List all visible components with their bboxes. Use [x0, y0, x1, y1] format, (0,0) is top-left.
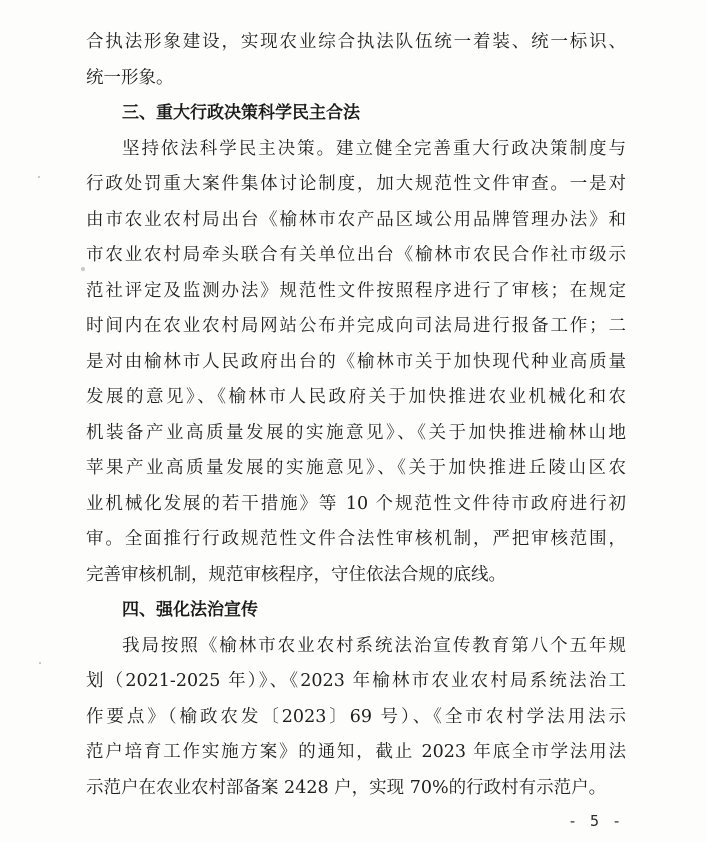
paragraph-line: 业机械化发展的若干措施》等 10 个规范性文件待市政府进行初: [86, 493, 626, 514]
paragraph-line: 审。全面推行行政规范性文件合法性审核机制，严把审核范围，: [86, 529, 626, 549]
paragraph-line: 行政处罚重大案件集体讨论制度，加大规范性文件审查。一是对: [86, 174, 626, 194]
paragraph-first-line: 坚持依法科学民主决策。建立健全完善重大行政决策制度与: [122, 138, 626, 159]
paragraph-line: 发展的意见》、《榆林市人民政府关于加快推进农业机械化和农: [86, 387, 626, 407]
paragraph-line: 由市农业农村局出台《榆林市农产品区域公用品牌管理办法》和: [86, 209, 626, 230]
scan-speck: [39, 662, 41, 664]
paragraph-line: 是对由榆林市人民政府出台的《榆林市关于加快现代种业高质量: [86, 351, 626, 372]
paragraph-line: 范社评定及监测办法》规范性文件按照程序进行了审核；在规定: [86, 280, 626, 301]
paragraph-line: 合执法形象建设，实现农业综合执法队伍统一着装、统一标识、: [86, 32, 626, 52]
paragraph-line: 作要点》（榆政农发〔2023〕69 号）、《全市农村学法用法示: [86, 706, 626, 727]
paragraph-line: 完善审核机制，规范审核程序，守住依法合规的底线。: [86, 564, 506, 585]
paragraph-line: 苹果产业高质量发展的实施意见》、《关于加快推进丘陵山区农: [86, 458, 626, 478]
paragraph-line: 统一形象。: [86, 67, 174, 88]
scan-speck: [38, 176, 40, 178]
paragraph-first-line: 我局按照《榆林市农业农村系统法治宣传教育第八个五年规: [122, 635, 626, 656]
section-heading: 四、强化法治宣传: [122, 600, 258, 620]
paragraph-line: 划（2021-2025 年）》、《2023 年榆林市农业农村局系统法治工: [86, 671, 626, 691]
document-body: [86, 25, 626, 806]
paragraph-line: 市农业农村局牵头联合有关单位出台《榆林市农民合作社市级示: [86, 245, 626, 265]
page-number: - 5 -: [568, 812, 624, 830]
paragraph-line: 范户培育工作实施方案》的通知，截止 2023 年底全市学法用法: [86, 742, 626, 762]
section-heading: 三、重大行政决策科学民主合法: [122, 103, 360, 123]
paragraph-line: 机装备产业高质量发展的实施意见》、《关于加快推进榆林山地: [86, 422, 626, 443]
scan-speck: [81, 267, 85, 271]
paragraph-line: 时间内在农业农村局网站公布并完成向司法局进行报备工作；二: [86, 316, 626, 336]
paragraph-line: 示范户在农业农村部备案 2428 户，实现 70%的行政村有示范户。: [86, 777, 607, 798]
